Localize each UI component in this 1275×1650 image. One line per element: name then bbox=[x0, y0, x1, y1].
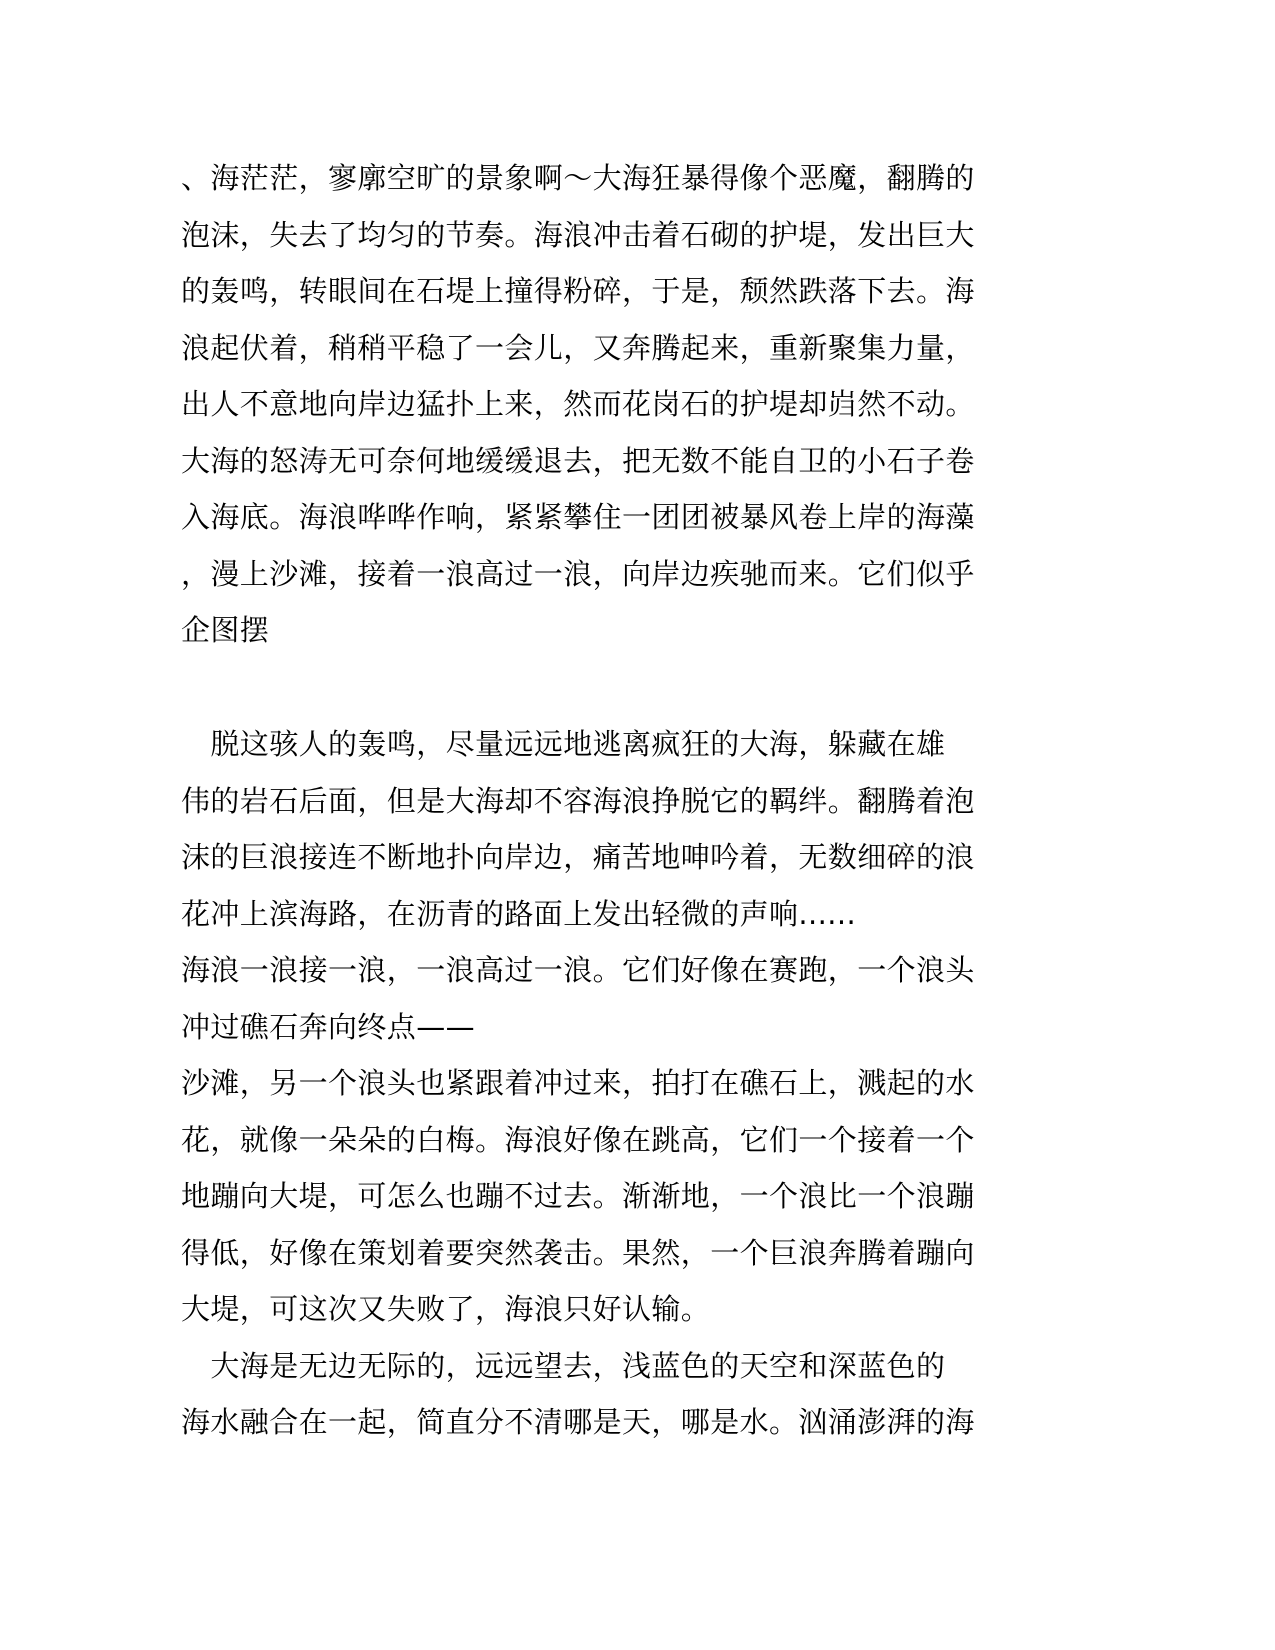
text-line: 花，就像一朵朵的白梅。海浪好像在跳高，它们一个接着一个 bbox=[181, 1122, 975, 1157]
text-line: 浪起伏着，稍稍平稳了一会儿，又奔腾起来，重新聚集力量， bbox=[181, 330, 975, 365]
text-line: 沙滩，另一个浪头也紧跟着冲过来，拍打在礁石上，溅起的水 bbox=[181, 1066, 975, 1100]
text-line: 脱这骇人的轰鸣，尽量远远地逃离疯狂的大海，躲藏在雄 bbox=[181, 727, 946, 761]
text-line: 海水融合在一起，简直分不清哪是天，哪是水。汹涌澎湃的海 bbox=[181, 1405, 975, 1439]
text-line: 大海是无边无际的，远远望去，浅蓝色的天空和深蓝色的 bbox=[181, 1348, 946, 1383]
text-line: 泡沫，失去了均匀的节奏。海浪冲击着石砌的护堤，发出巨大 bbox=[181, 217, 975, 252]
text-line: 出人不意地向岸边猛扑上来，然而花岗石的护堤却岿然不动。 bbox=[181, 387, 975, 421]
text-line: 大海的怒涛无可奈何地缓缓退去，把无数不能自卫的小石子卷 bbox=[181, 443, 975, 478]
text-line: 海浪一浪接一浪，一浪高过一浪。它们好像在赛跑，一个浪头 bbox=[181, 953, 975, 987]
text-line: 沫的巨浪接连不断地扑向岸边，痛苦地呻吟着，无数细碎的浪 bbox=[181, 840, 975, 874]
text-line: 伟的岩石后面，但是大海却不容海浪挣脱它的羁绊。翻腾着泡 bbox=[181, 783, 975, 818]
text-line: 花冲上滨海路，在沥青的路面上发出轻微的声响...... bbox=[181, 896, 857, 931]
text-line: 得低，好像在策划着要突然袭击。果然，一个巨浪奔腾着蹦向 bbox=[181, 1235, 975, 1270]
paragraph-block-2 bbox=[181, 716, 1061, 1451]
text-line: 入海底。海浪哗哗作响，紧紧攀住一团团被暴风卷上岸的海藻 bbox=[181, 500, 975, 534]
text-line: 的轰鸣，转眼间在石堤上撞得粉碎，于是，颓然跌落下去。海 bbox=[181, 274, 975, 308]
text-line: 冲过礁石奔向终点—— bbox=[181, 1009, 476, 1044]
text-line: 地蹦向大堤，可怎么也蹦不过去。渐渐地，一个浪比一个浪蹦 bbox=[181, 1179, 975, 1213]
paragraph-block-1 bbox=[181, 150, 1061, 659]
text-line: ，漫上沙滩，接着一浪高过一浪，向岸边疾驰而来。它们似乎 bbox=[181, 556, 975, 591]
text-line: 大堤，可这次又失败了，海浪只好认输。 bbox=[181, 1292, 711, 1326]
text-line: 、海茫茫，寥廓空旷的景象啊～大海狂暴得像个恶魔，翻腾的 bbox=[181, 161, 975, 195]
text-line: 企图摆 bbox=[181, 613, 270, 647]
